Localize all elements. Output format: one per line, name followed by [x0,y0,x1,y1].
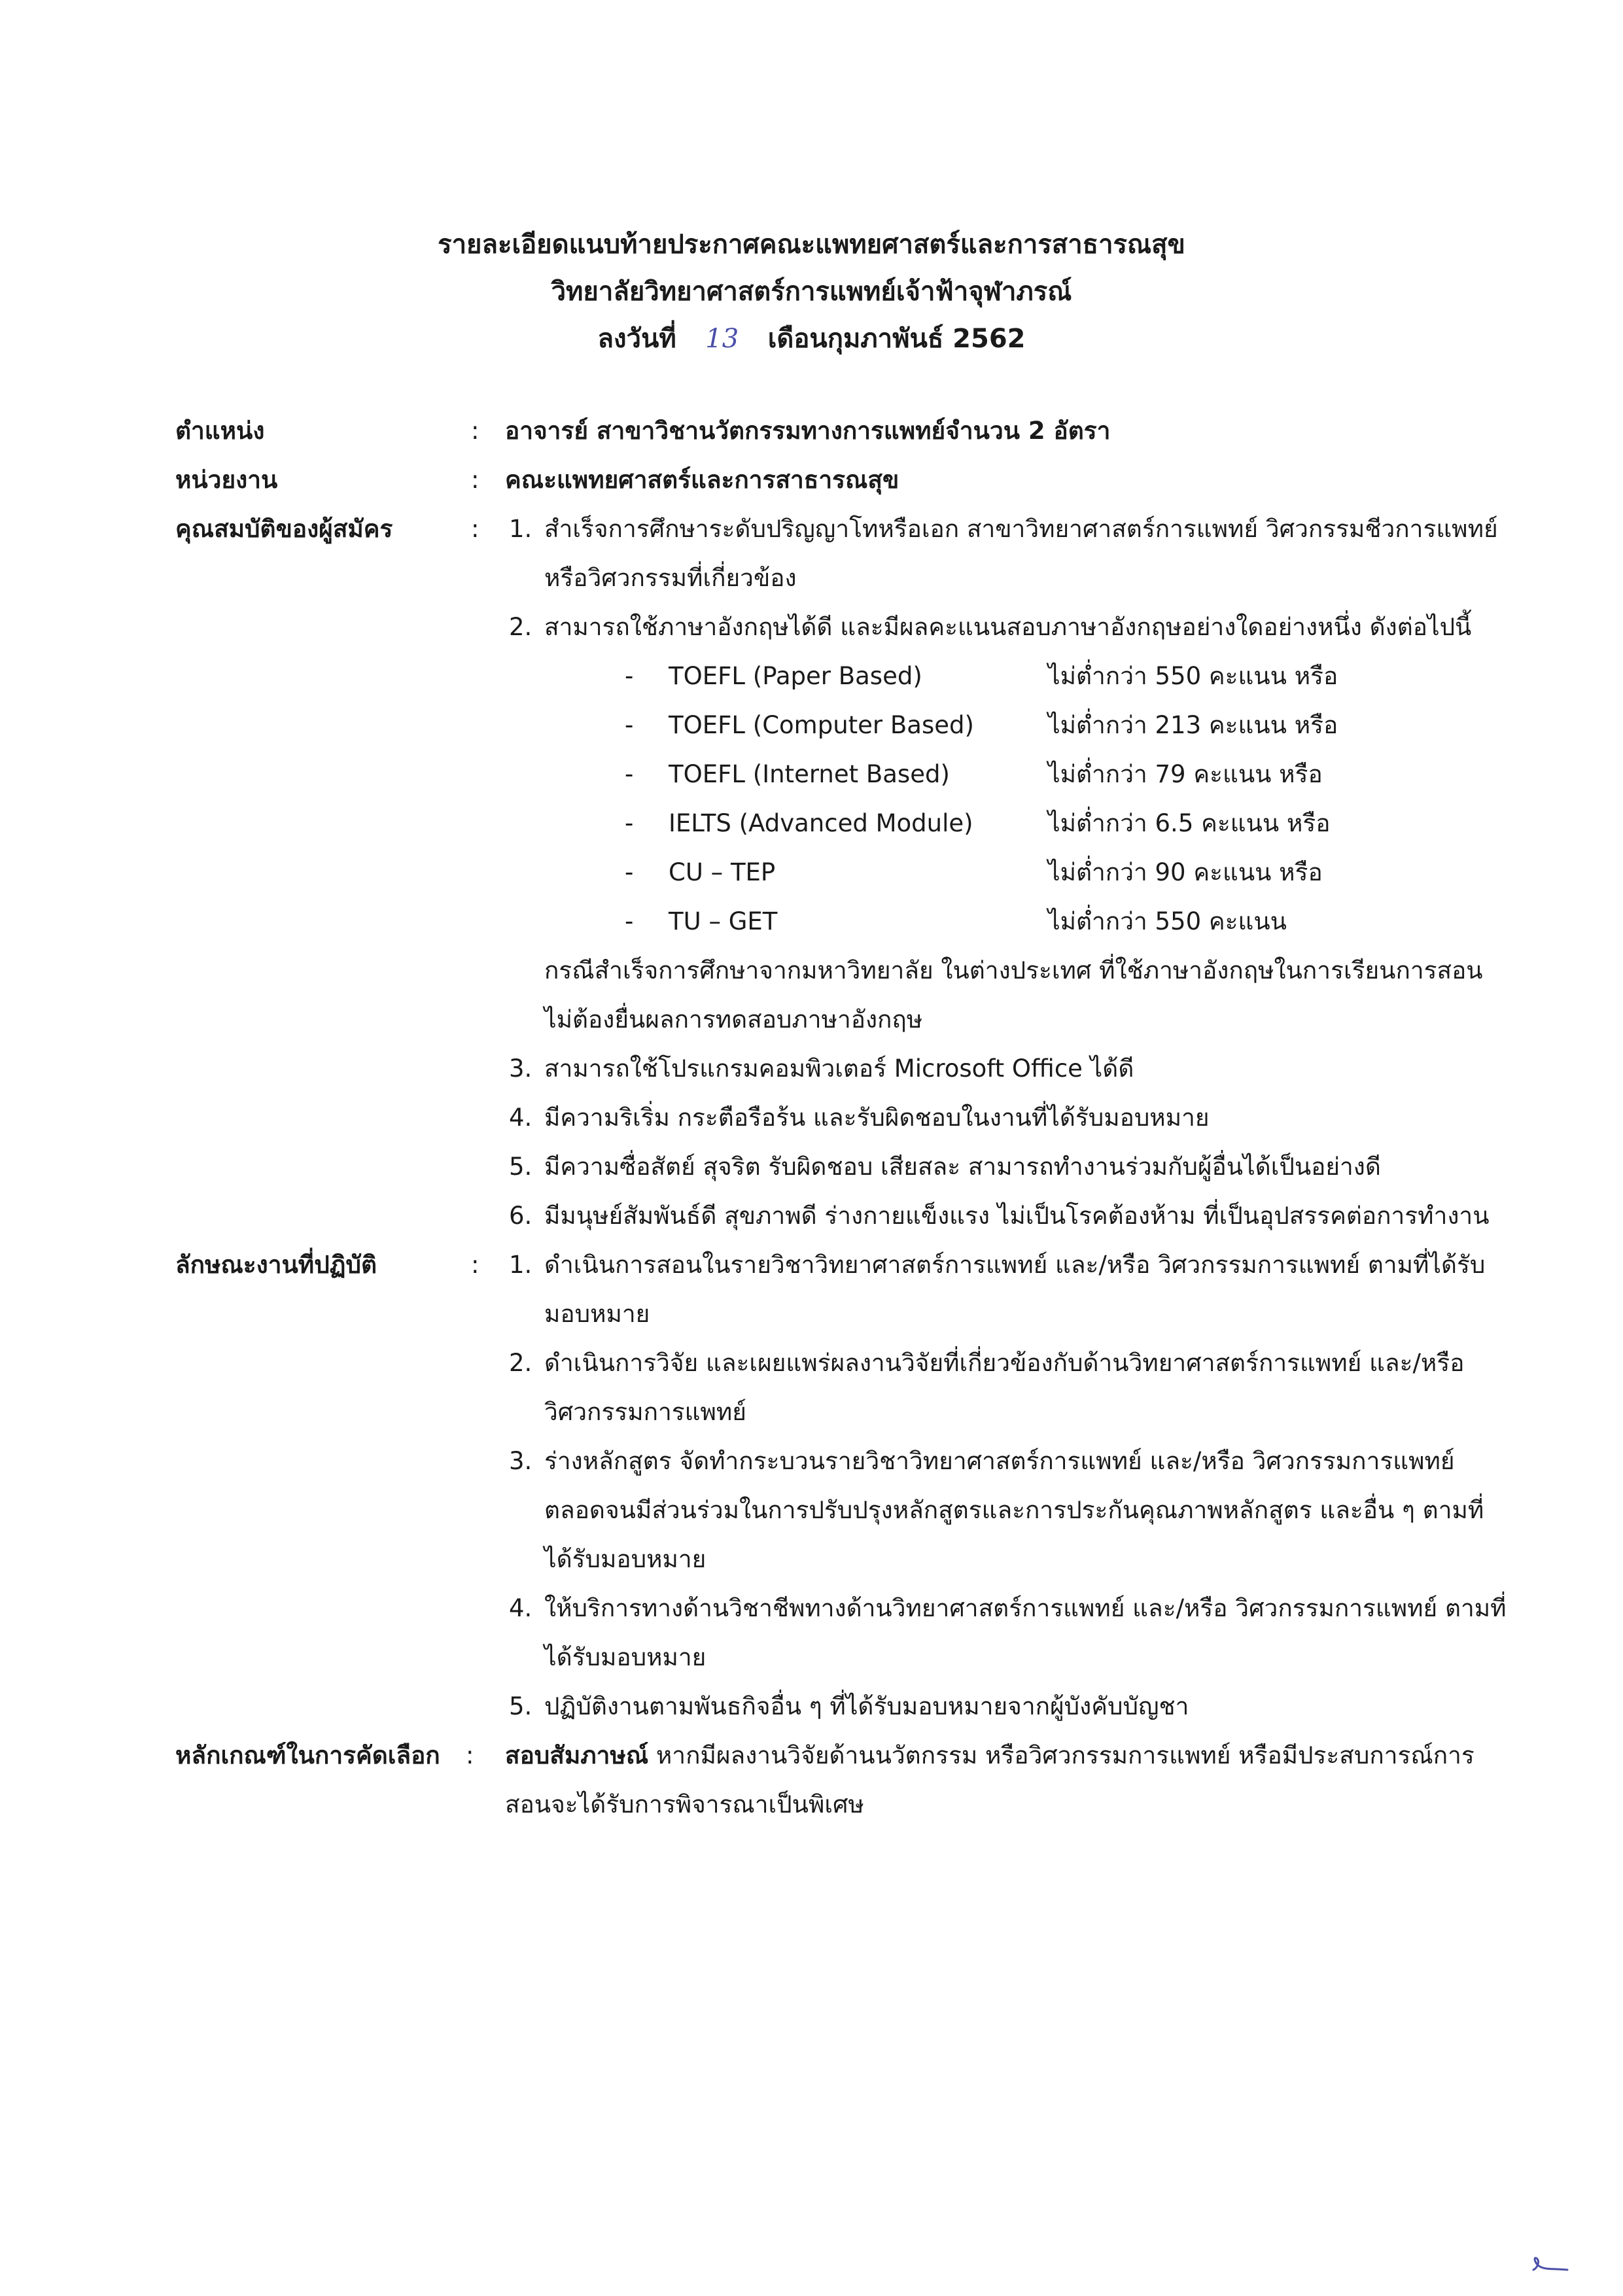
duty-item-1-cont [0,1290,1623,1338]
item-number: 3. [509,1447,532,1475]
item-number: 1. [509,515,532,543]
item-text: ให้บริการทางด้านวิชาชีพทางด้านวิทยาศาสตร์การแพทย์ และ/หรือ วิศวกรรมการแพทย์ ตามที่ [544,1594,1507,1622]
bullet-dash: - [625,858,634,886]
item-text: มีความซื่อสัตย์ สุจริต รับผิดชอบ เสียสละ สามารถทำงานร่วมกับผู้อื่นได้เป็นอย่างดี [544,1153,1381,1181]
exemption-note [0,947,1623,995]
item-text: สามารถใช้ภาษาอังกฤษได้ดี และมีผลคะแนนสอบภาษาอังกฤษอย่างใดอย่างหนึ่ง ดังต่อไปนี้ [544,613,1472,641]
exemption-note-cont [0,996,1623,1044]
bullet-dash: - [625,711,634,739]
item-number: 4. [509,1594,532,1622]
colon: : [471,417,480,445]
test-row [0,848,1623,897]
item-number: 1. [509,1251,532,1279]
duty-item-3-cont [0,1486,1623,1535]
item-number: 4. [509,1104,532,1132]
item-number: 3. [509,1054,532,1083]
colon: : [471,1251,480,1279]
duty-item-2-cont [0,1388,1623,1436]
duty-item-1 [0,1241,1623,1289]
item-text: หรือวิศวกรรมที่เกี่ยวข้อง [544,564,797,592]
qualification-item-1 [0,505,1623,553]
test-score: ไม่ต่ำกว่า 550 คะแนน หรือ [1048,662,1338,690]
test-score: ไม่ต่ำกว่า 79 คะแนน หรือ [1048,760,1323,788]
exemption-text: ไม่ต้องยื่นผลการทดสอบภาษาอังกฤษ [544,1005,923,1034]
selection-method: สอบสัมภาษณ์ [505,1741,649,1769]
duty-item-4-cont [0,1633,1623,1682]
colon: : [466,1741,474,1769]
duty-item-3 [0,1437,1623,1486]
duty-item-3-cont [0,1535,1623,1584]
colon: : [471,515,480,543]
bullet-dash: - [625,760,634,788]
item-number: 6. [509,1202,532,1230]
header-date-line [0,315,1623,362]
test-score: ไม่ต่ำกว่า 550 คะแนน [1048,907,1287,935]
item-text: มีมนุษย์สัมพันธ์ดี สุขภาพดี ร่างกายแข็งแรง ไม่เป็นโรคต้องห้าม ที่เป็นอุปสรรคต่อการทำงาน [544,1202,1490,1230]
item-number: 2. [509,613,532,641]
item-number: 5. [509,1692,532,1720]
test-score: ไม่ต่ำกว่า 213 คะแนน หรือ [1048,711,1338,739]
qualification-item-2 [0,603,1623,652]
duty-item-2 [0,1339,1623,1387]
bullet-dash: - [625,907,634,935]
document-header [0,221,1623,362]
test-name: TOEFL (Paper Based) [669,662,922,690]
qualification-item-4 [0,1094,1623,1142]
item-text: ได้รับมอบหมาย [544,1643,707,1671]
test-name: IELTS (Advanced Module) [669,809,973,837]
item-text: ดำเนินการวิจัย และเผยแพร่ผลงานวิจัยที่เกี่ยวข้องกับด้านวิทยาศาสตร์การแพทย์ และ/หรือ [544,1349,1465,1377]
test-row [0,750,1623,799]
selection-label: หลักเกณฑ์ในการคัดเลือก [175,1741,440,1769]
qualifications-label: คุณสมบัติของผู้สมัคร [175,515,393,543]
date-prefix: ลงวันที่ [597,324,676,354]
test-name: CU – TEP [669,858,776,886]
test-row [0,701,1623,750]
item-text: สำเร็จการศึกษาระดับปริญญาโทหรือเอก สาขาวิทยาศาสตร์การแพทย์ วิศวกรรมชีวการแพทย์ [544,515,1498,543]
test-score: ไม่ต่ำกว่า 90 คะแนน หรือ [1048,858,1323,886]
qualification-item-6 [0,1192,1623,1240]
qualification-item-1-cont [0,554,1623,602]
test-name: TU – GET [669,907,778,935]
item-text: ได้รับมอบหมาย [544,1545,707,1573]
item-text: มอบหมาย [544,1300,650,1328]
unit-value: คณะแพทยศาสตร์และการสาธารณสุข [505,466,899,494]
duties-label: ลักษณะงานที่ปฏิบัติ [175,1251,377,1279]
item-text: ร่างหลักสูตร จัดทำกระบวนรายวิชาวิทยาศาสตร์การแพทย์ และ/หรือ วิศวกรรมการแพทย์ [544,1447,1455,1475]
selection-detail: หากมีผลงานวิจัยด้านนวัตกรรม หรือวิศวกรรมการแพทย์ หรือมีประสบการณ์การ [648,1741,1475,1769]
item-text: ดำเนินการสอนในรายวิชาวิทยาศาสตร์การแพทย์ และ/หรือ วิศวกรรมการแพทย์ ตามที่ได้รับ [544,1251,1486,1279]
handwritten-initials [1531,2250,1570,2276]
selection-text [505,1731,1475,1780]
header-title: รายละเอียดแนบท้ายประกาศคณะแพทยศาสตร์และการสาธารณสุข [438,230,1185,260]
qualification-item-5 [0,1143,1623,1191]
test-name: TOEFL (Internet Based) [669,760,950,788]
item-text: วิศวกรรมการแพทย์ [544,1398,746,1426]
colon: : [471,466,480,494]
duty-item-4 [0,1584,1623,1633]
item-text: มีความริเริ่ม กระตือรือร้น และรับผิดชอบในงานที่ได้รับมอบหมาย [544,1104,1210,1132]
exemption-text: กรณีสำเร็จการศึกษาจากมหาวิทยาลัย ในต่างประเทศ ที่ใช้ภาษาอังกฤษในการเรียนการสอน [544,956,1483,984]
test-row [0,799,1623,848]
qualification-item-3 [0,1045,1623,1093]
test-row [0,897,1623,946]
position-value: อาจารย์ สาขาวิชานวัตกรรมทางการแพทย์จำนวน 2 อัตรา [505,417,1111,445]
selection-row [0,1731,1623,1780]
unit-row [0,456,1623,504]
position-row [0,407,1623,455]
unit-label: หน่วยงาน [175,466,278,494]
test-name: TOEFL (Computer Based) [669,711,974,739]
duty-item-5 [0,1682,1623,1731]
position-label: ตำแหน่ง [175,417,265,445]
item-number: 5. [509,1153,532,1181]
handwritten-day: 13 [705,324,739,354]
bullet-dash: - [625,809,634,837]
item-text: สามารถใช้โปรแกรมคอมพิวเตอร์ Microsoft Office ได้ดี [544,1054,1134,1083]
test-row [0,652,1623,701]
test-score: ไม่ต่ำกว่า 6.5 คะแนน หรือ [1048,809,1331,837]
bullet-dash: - [625,662,634,690]
item-text: ตลอดจนมีส่วนร่วมในการปรับปรุงหลักสูตรและการประกันคุณภาพหลักสูตร และอื่น ๆ ตามที่ [544,1496,1484,1524]
item-number: 2. [509,1349,532,1377]
header-institution: วิทยาลัยวิทยาศาสตร์การแพทย์เจ้าฟ้าจุฬาภรณ์ [551,277,1072,307]
date-month-year: เดือนกุมภาพันธ์ 2562 [767,324,1026,354]
selection-text: สอนจะได้รับการพิจารณาเป็นพิเศษ [505,1790,864,1818]
item-text: ปฏิบัติงานตามพันธกิจอื่น ๆ ที่ได้รับมอบหมายจากผู้บังคับบัญชา [544,1692,1189,1720]
selection-row-cont [0,1781,1623,1829]
